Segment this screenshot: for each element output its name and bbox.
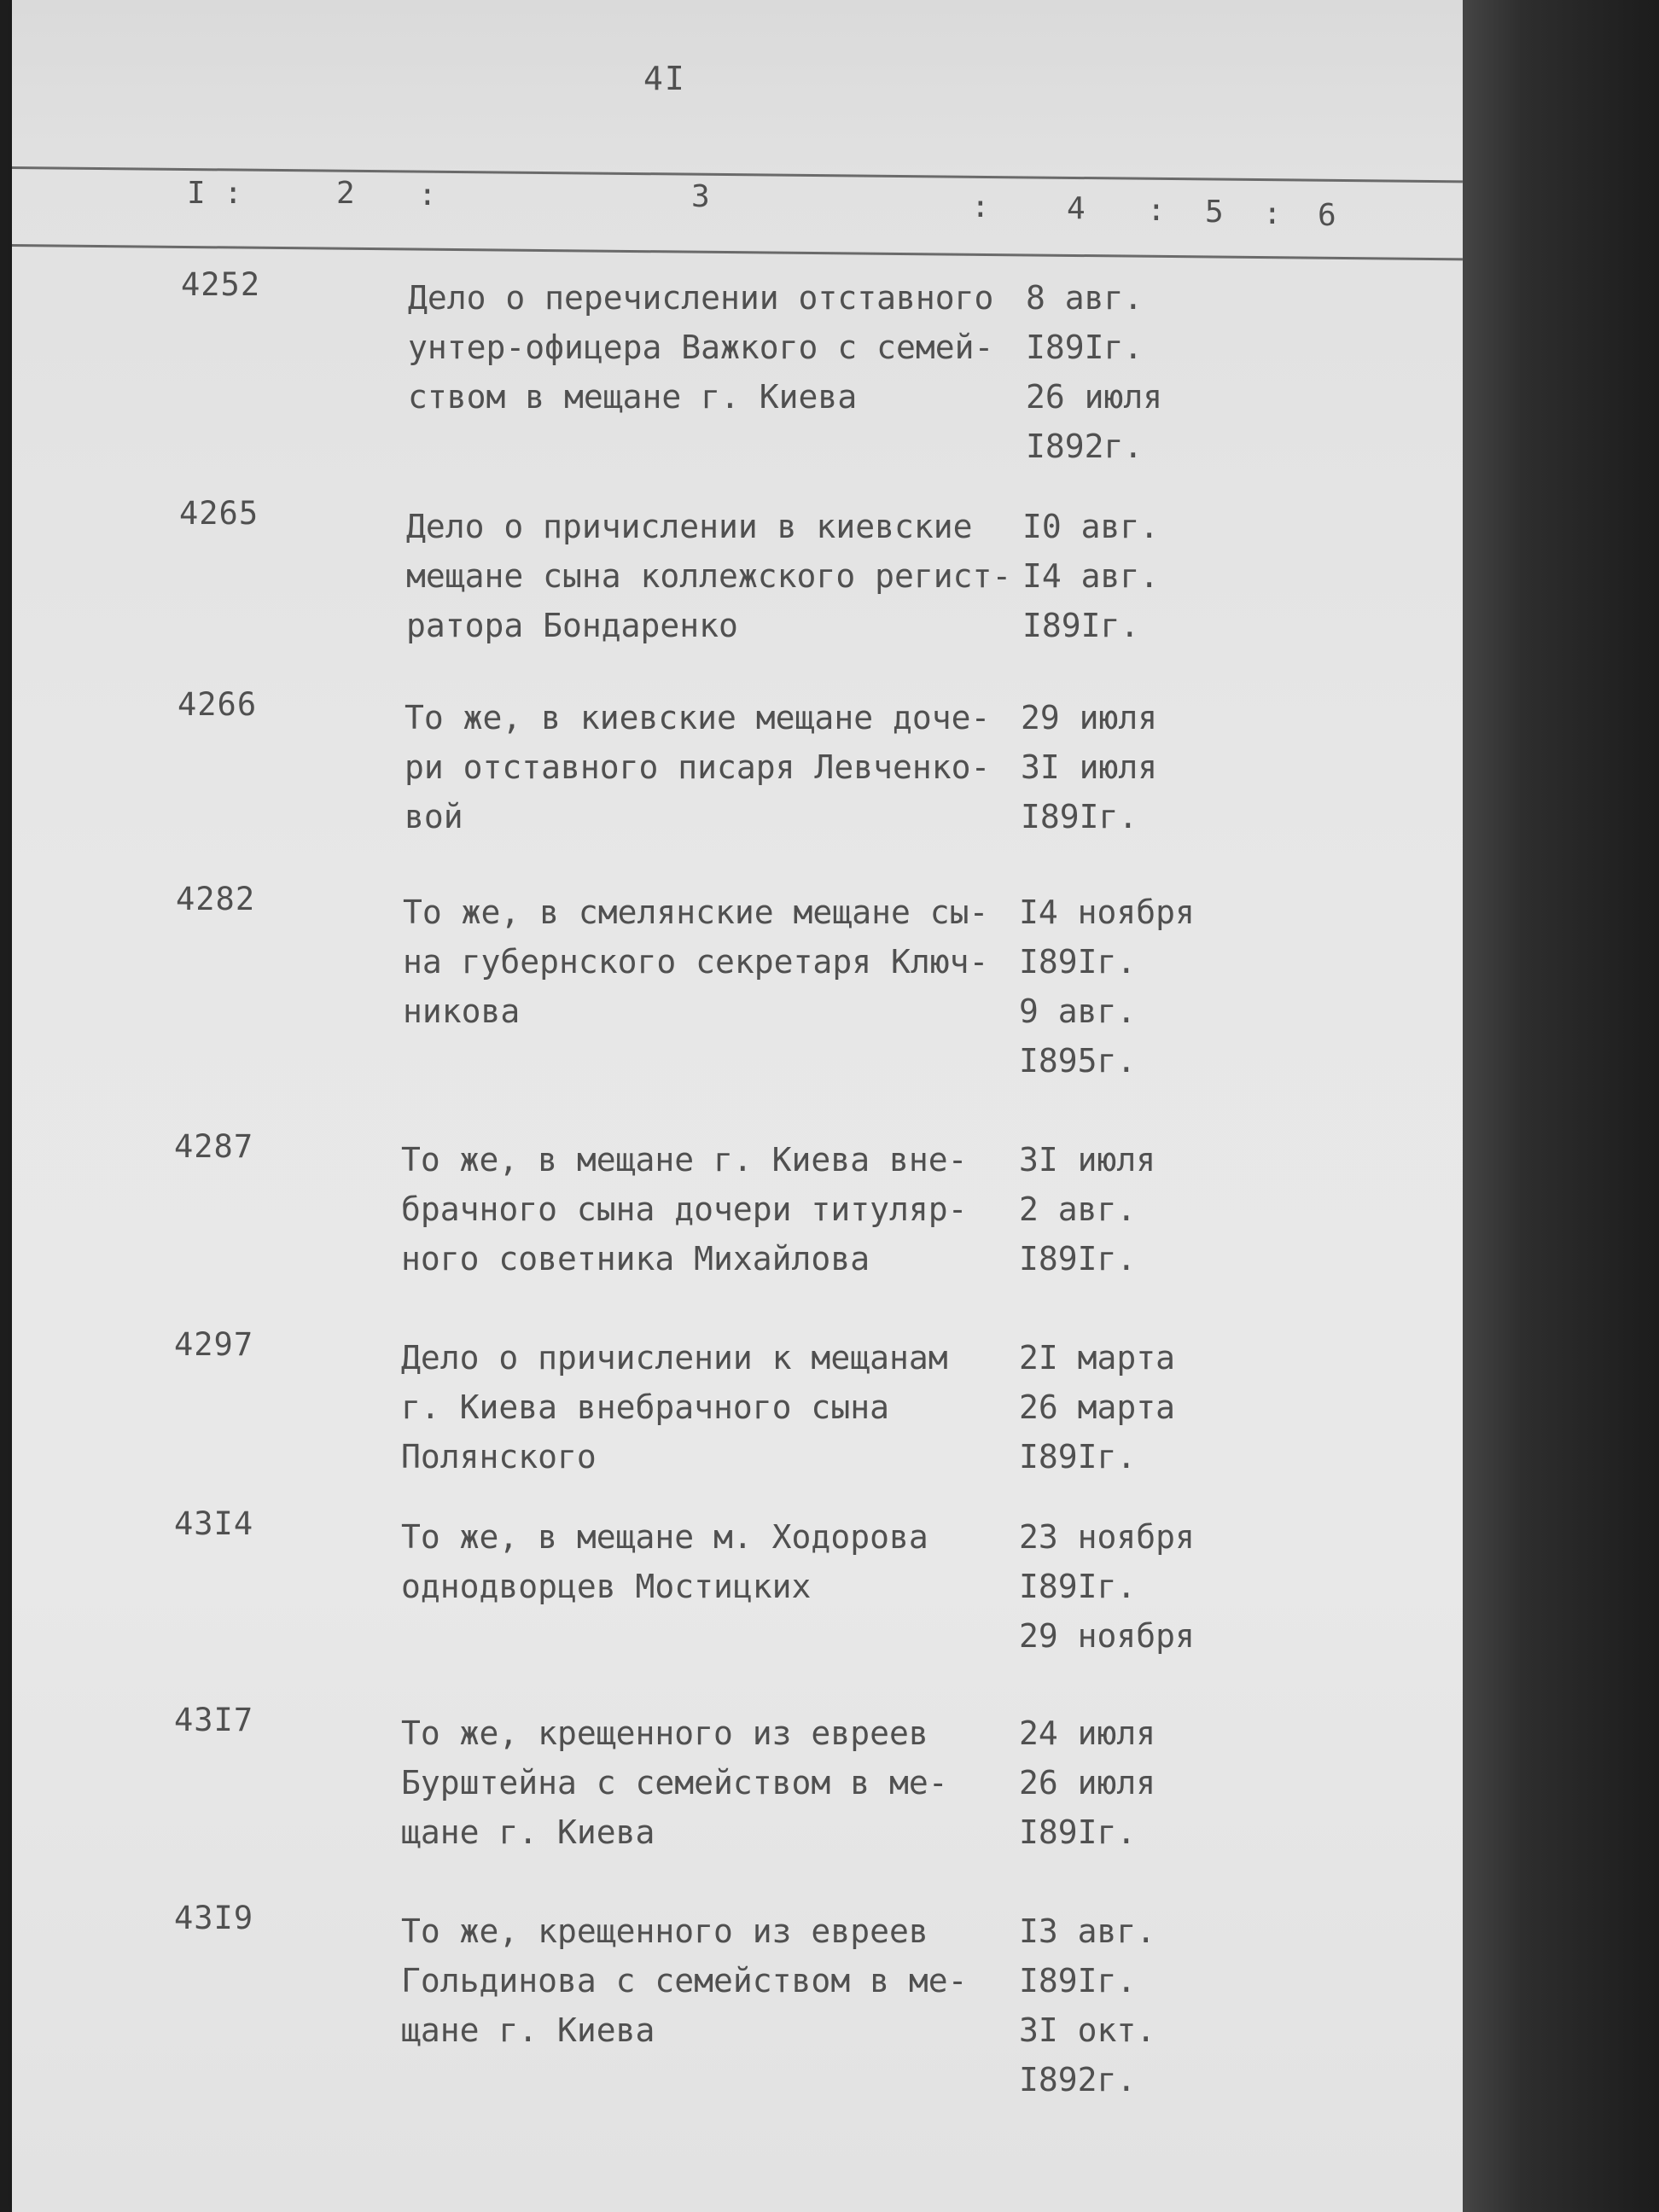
- entry-number: 43I9: [174, 1900, 254, 1936]
- date-line: I89Iг.: [1019, 1962, 1137, 2000]
- description-line: мещане сына коллежского регист-: [406, 557, 1012, 595]
- date-line: 2I марта: [1019, 1339, 1176, 1377]
- entry-number: 43I4: [174, 1505, 254, 1542]
- date-line: I89Iг.: [1019, 1813, 1137, 1851]
- description-line: Гольдинова с семейством в ме-: [401, 1962, 968, 2000]
- description-line: То же, в мещане м. Ходорова: [401, 1518, 928, 1556]
- date-line: I89Iг.: [1021, 798, 1138, 835]
- entry-dates: [1022, 502, 1236, 650]
- entry-number: 4287: [174, 1128, 254, 1165]
- entry-number: 4252: [181, 266, 261, 303]
- entry-description: [401, 1906, 1033, 2055]
- description-line: брачного сына дочери титуляр-: [401, 1190, 968, 1228]
- entry-description: [405, 693, 1036, 841]
- date-line: I3 авг.: [1019, 1912, 1156, 1950]
- column-header-6: 6: [1318, 198, 1336, 233]
- entry-description: [406, 502, 1038, 650]
- entry-dates: [1021, 693, 1234, 841]
- entry-description: [401, 1708, 1033, 1857]
- description-line: щане г. Киева: [401, 1813, 655, 1851]
- entry-number: 4265: [179, 495, 259, 532]
- date-line: 3I окт.: [1019, 2011, 1156, 2049]
- entry-dates: [1019, 1906, 1232, 2104]
- entry-description: [408, 273, 1039, 422]
- description-line: ством в мещане г. Киева: [408, 378, 858, 416]
- date-line: I89Iг.: [1022, 607, 1140, 644]
- description-line: То же, крещенного из евреев: [401, 1912, 928, 1950]
- date-line: 26 марта: [1019, 1388, 1176, 1426]
- entry-description: [401, 1333, 1033, 1481]
- date-line: 2 авг.: [1019, 1190, 1137, 1228]
- date-line: 24 июля: [1019, 1714, 1156, 1752]
- entry-description: [401, 1135, 1033, 1284]
- date-line: 29 июля: [1021, 699, 1158, 736]
- date-line: I4 ноября: [1019, 894, 1195, 931]
- date-line: 23 ноября: [1019, 1518, 1195, 1556]
- description-line: г. Киева внебрачного сына: [401, 1388, 889, 1426]
- date-line: I89Iг.: [1019, 1568, 1137, 1605]
- entry-number: 4282: [176, 881, 256, 917]
- date-line: 3I июля: [1019, 1141, 1156, 1179]
- entry-number: 43I7: [174, 1702, 254, 1738]
- description-line: никова: [403, 992, 521, 1030]
- document-page: [12, 0, 1463, 2212]
- column-header-2: 2: [336, 176, 355, 211]
- date-line: 26 июля: [1019, 1764, 1156, 1802]
- description-line: Дело о перечислении отставного: [408, 279, 994, 317]
- date-line: I895г.: [1019, 1042, 1137, 1080]
- column-separator: :: [1263, 196, 1282, 231]
- description-line: Дело о причислении к мещанам: [401, 1339, 948, 1377]
- description-line: Полянского: [401, 1438, 597, 1476]
- date-line: I0 авг.: [1022, 508, 1160, 545]
- entry-dates: [1019, 1333, 1232, 1481]
- entry-number: 4297: [174, 1326, 254, 1363]
- date-line: 9 авг.: [1019, 992, 1137, 1030]
- entry-dates: [1019, 1708, 1232, 1857]
- description-line: вой: [405, 798, 463, 835]
- description-line: ратора Бондаренко: [406, 607, 738, 644]
- description-line: ного советника Михайлова: [401, 1240, 870, 1278]
- date-line: I89Iг.: [1026, 329, 1144, 366]
- column-header-3: 3: [691, 179, 710, 214]
- description-line: унтер-офицера Важкого с семей-: [408, 329, 994, 366]
- entry-dates: [1019, 1135, 1232, 1284]
- description-line: То же, в киевские мещане доче-: [405, 699, 991, 736]
- header-bottom-rule: [12, 244, 1463, 260]
- column-separator: :: [1147, 193, 1166, 228]
- entry-dates: [1019, 1512, 1232, 1661]
- date-line: I892г.: [1019, 2061, 1137, 2098]
- date-line: I89Iг.: [1019, 1438, 1137, 1476]
- description-line: То же, в мещане г. Киева вне-: [401, 1141, 968, 1179]
- date-line: 26 июля: [1026, 378, 1163, 416]
- description-line: ри отставного писаря Левченко-: [405, 748, 991, 786]
- description-line: щане г. Киева: [401, 2011, 655, 2049]
- entry-dates: [1026, 273, 1239, 471]
- background-edge: [1463, 0, 1659, 2212]
- description-line: на губернского секретаря Ключ-: [403, 943, 989, 981]
- description-line: Дело о причислении в киевские: [406, 508, 973, 545]
- page-number: 4I: [643, 60, 686, 97]
- description-line: однодворцев Мостицких: [401, 1568, 812, 1605]
- date-line: I892г.: [1026, 428, 1144, 465]
- date-line: 8 авг.: [1026, 279, 1144, 317]
- column-header-4: 4: [1067, 191, 1086, 226]
- date-line: I4 авг.: [1022, 557, 1160, 595]
- date-line: 29 ноября: [1019, 1617, 1195, 1655]
- column-separator: :: [418, 178, 437, 212]
- description-line: Бурштейна с семейством в ме-: [401, 1764, 948, 1802]
- description-line: То же, крещенного из евреев: [401, 1714, 928, 1752]
- column-header-1: I :: [187, 176, 243, 211]
- entry-dates: [1019, 888, 1232, 1086]
- description-line: То же, в смелянские мещане сы-: [403, 894, 989, 931]
- entry-number: 4266: [178, 686, 258, 723]
- column-header-5: 5: [1205, 195, 1224, 230]
- entry-description: [403, 888, 1034, 1036]
- date-line: I89Iг.: [1019, 943, 1137, 981]
- column-separator: :: [971, 189, 990, 224]
- entry-description: [401, 1512, 1033, 1611]
- date-line: 3I июля: [1021, 748, 1158, 786]
- date-line: I89Iг.: [1019, 1240, 1137, 1278]
